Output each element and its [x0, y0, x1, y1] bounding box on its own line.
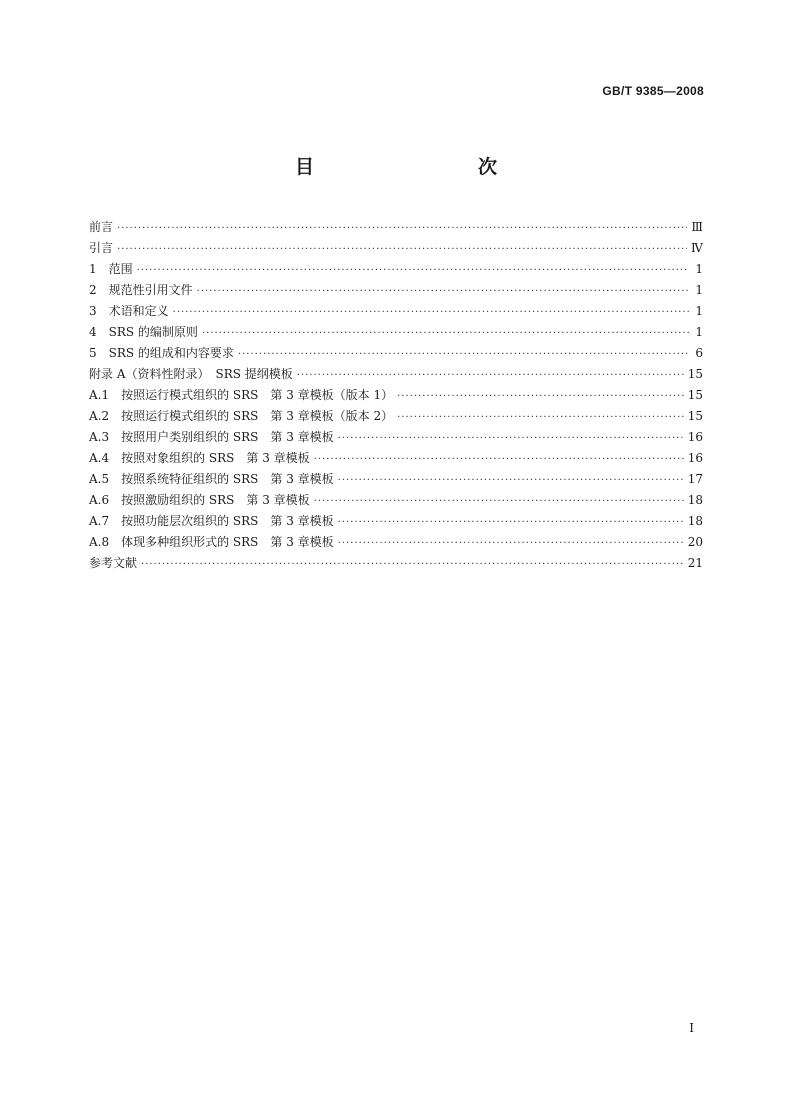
page-number: Ⅰ	[689, 1021, 694, 1035]
toc-entry-page: 1	[695, 304, 703, 318]
toc-leader-dots	[297, 365, 684, 386]
toc-leader-dots	[141, 554, 684, 575]
toc-entry-a6[interactable]	[89, 490, 703, 511]
toc-leader-dots	[397, 386, 684, 407]
toc-entry-4[interactable]	[89, 322, 703, 343]
toc-entry-page: 15	[687, 409, 703, 423]
toc-leader-dots	[338, 512, 684, 533]
toc-entry-page: Ⅳ	[691, 241, 703, 255]
toc-entry-label: A.1 按照运行模式组织的 SRS 第 3 章模板（版本 1）	[89, 388, 394, 402]
toc-entry-label: A.5 按照系统特征组织的 SRS 第 3 章模板	[89, 472, 334, 486]
toc-entry-label: A.8 体现多种组织形式的 SRS 第 3 章模板	[89, 535, 334, 549]
toc-entry-label: A.6 按照激励组织的 SRS 第 3 章模板	[89, 493, 310, 507]
toc-leader-dots	[338, 470, 684, 491]
toc-entry-label: A.7 按照功能层次组织的 SRS 第 3 章模板	[89, 514, 334, 528]
toc-entry-page: 1	[695, 283, 703, 297]
toc-entry-page: 15	[687, 367, 703, 381]
toc-entry-label: 2 规范性引用文件	[89, 283, 193, 297]
toc-entry-page: 6	[695, 346, 703, 360]
toc-entry-a1[interactable]	[89, 385, 703, 406]
toc-leader-dots	[338, 533, 684, 554]
toc-leader-dots	[238, 344, 689, 365]
toc-entry-a8[interactable]	[89, 532, 703, 553]
toc-entry-page: 1	[695, 325, 703, 339]
toc-entry-introduction[interactable]	[89, 238, 703, 259]
toc-entry-label: A.2 按照运行模式组织的 SRS 第 3 章模板（版本 2）	[89, 409, 394, 423]
toc-leader-dots	[137, 260, 689, 281]
toc-entry-1[interactable]	[89, 259, 703, 280]
toc-leader-dots	[338, 428, 684, 449]
toc-leader-dots	[397, 407, 684, 428]
toc-entry-page: 18	[687, 514, 703, 528]
toc-entry-bibliography[interactable]	[89, 553, 703, 574]
toc-leader-dots	[197, 281, 689, 302]
toc-entry-label: 5 SRS 的组成和内容要求	[89, 346, 234, 360]
toc-entry-page: 1	[695, 262, 703, 276]
toc-entry-page: 16	[687, 430, 703, 444]
toc-entry-label: 4 SRS 的编制原则	[89, 325, 198, 339]
toc-entry-page: 17	[687, 472, 703, 486]
toc-entry-label: 参考文献	[89, 556, 138, 570]
toc-entry-a7[interactable]	[89, 511, 703, 532]
toc-entry-2[interactable]	[89, 280, 703, 301]
toc-leader-dots	[314, 491, 684, 512]
toc-entry-label: 引言	[89, 241, 114, 255]
toc-entry-a5[interactable]	[89, 469, 703, 490]
toc-leader-dots	[117, 218, 687, 239]
toc-entry-appendix-a[interactable]	[89, 364, 703, 385]
toc-entry-label: A.4 按照对象组织的 SRS 第 3 章模板	[89, 451, 310, 465]
toc-entry-foreword[interactable]	[89, 217, 703, 238]
toc-entry-a4[interactable]	[89, 448, 703, 469]
toc-leader-dots	[117, 239, 687, 260]
toc-entry-label: 1 范围	[89, 262, 133, 276]
toc-entry-page: 18	[687, 493, 703, 507]
toc-entry-page: 21	[687, 556, 703, 570]
toc-entry-a2[interactable]	[89, 406, 703, 427]
toc-entry-label: 前言	[89, 220, 114, 234]
toc-entry-page: 15	[687, 388, 703, 402]
toc-entry-label: 附录 A（资料性附录） SRS 提纲模板	[89, 367, 293, 381]
toc-entry-page: 16	[687, 451, 703, 465]
toc-leader-dots	[173, 302, 689, 323]
table-of-contents	[89, 217, 703, 574]
toc-leader-dots	[314, 449, 684, 470]
toc-entry-5[interactable]	[89, 343, 703, 364]
toc-entry-a3[interactable]	[89, 427, 703, 448]
toc-entry-label: A.3 按照用户类别组织的 SRS 第 3 章模板	[89, 430, 334, 444]
toc-entry-3[interactable]	[89, 301, 703, 322]
standard-code: GB/T 9385—2008	[602, 84, 704, 98]
toc-entry-label: 3 术语和定义	[89, 304, 169, 318]
page-title: 目 次	[294, 156, 539, 178]
toc-entry-page: 20	[687, 535, 703, 549]
toc-leader-dots	[202, 323, 689, 344]
toc-entry-page: Ⅲ	[691, 220, 703, 234]
